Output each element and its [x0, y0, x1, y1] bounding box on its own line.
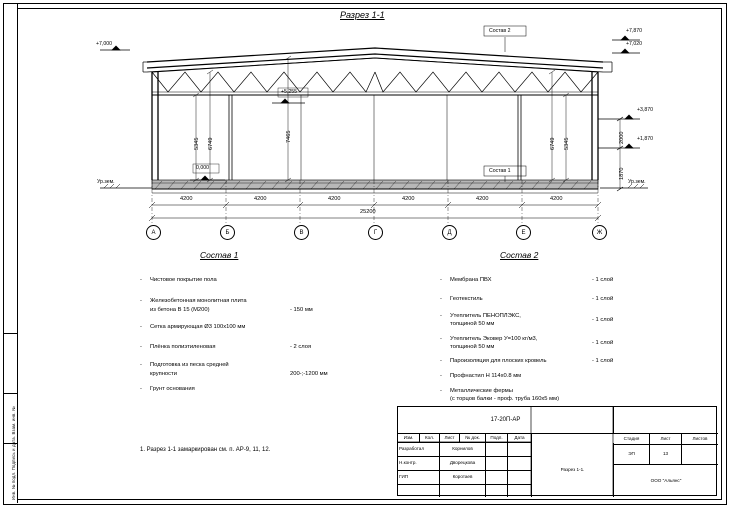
ground-level-left: Ур.зем. — [97, 179, 115, 185]
tb-drawing-name: Разрез 1-1. — [532, 443, 614, 497]
spec-right-bullet-4: - — [440, 336, 442, 342]
spec-right-qty-1: - 1 слой — [592, 277, 614, 283]
callout-sostav-2: Состав 2 — [489, 28, 511, 34]
vdim-6749-left: 6749 — [208, 137, 214, 150]
spec-left-row-3: Сетка армирующая Ø3 100х100 мм — [150, 324, 246, 330]
axis-bubble-g: Г — [368, 225, 383, 240]
spec-right-row-3: Утеплитель ПЕНОПЛЭКС, — [450, 313, 521, 319]
spec-left-row-5b: крупности — [150, 371, 177, 377]
spec-right-row-4: Утеплитель Эковер У=100 кг/м3, — [450, 336, 538, 342]
tb-h-list: Лист — [440, 434, 460, 443]
tb-role-3: ГИП — [398, 471, 440, 485]
spec-left-bullet-6: - — [140, 386, 142, 392]
vdim-5345-right: 5345 — [564, 137, 570, 150]
drawing-title: Разрез 1-1 — [340, 10, 385, 20]
tb-h-podp: Подп. — [486, 434, 508, 443]
spec-left-title: Состав 1 — [200, 250, 239, 260]
spec-left-qty-5: 200-;-1200 мм — [290, 371, 328, 377]
spec-right-qty-3: - 1 слой — [592, 317, 614, 323]
tb-h-sheets: Листов — [682, 434, 718, 445]
level-mark-7000: +7,000 — [96, 41, 113, 47]
hdim-3: 4200 — [328, 196, 341, 202]
spec-right-bullet-1: - — [440, 277, 442, 283]
spec-left-bullet-2: - — [140, 298, 142, 304]
tb-sign-2 — [486, 457, 508, 471]
tb-v-stage: ЭП — [614, 445, 650, 465]
spec-left-bullet-3: - — [140, 324, 142, 330]
tb-v-sheet: 13 — [650, 445, 682, 465]
spec-left-row-2: Железобетонная монолитная плита — [150, 298, 247, 304]
spec-left-bullet-1: - — [140, 277, 142, 283]
spec-left-row-6: Грунт основания — [150, 386, 195, 392]
spec-right-row-4b: толщиной 50 мм — [450, 344, 495, 350]
tb-name-3: Коротаев — [440, 471, 486, 485]
spec-left-qty-2: - 150 мм — [290, 307, 313, 313]
spec-right-row-3b: толщиной 50 мм — [450, 321, 495, 327]
axis-bubble-a: А — [146, 225, 161, 240]
tb-date-1 — [508, 443, 532, 457]
tb-h-stage: Стадия — [614, 434, 650, 445]
spec-left-bullet-5: - — [140, 362, 142, 368]
tb-role-4 — [398, 485, 440, 497]
vdim-7465: 7465 — [286, 130, 292, 143]
tb-name-1: Корнилов — [440, 443, 486, 457]
axis-bubble-zh: Ж — [592, 225, 607, 240]
spec-left-row-1: Чистовое покрытие пола — [150, 277, 217, 283]
tb-name-2: Дворецкова — [440, 457, 486, 471]
spec-right-qty-4: - 1 слой — [592, 340, 614, 346]
tb-h-kol: Кол. — [420, 434, 440, 443]
spec-right-bullet-6: - — [440, 373, 442, 379]
tb-date-3 — [508, 471, 532, 485]
tb-h-ndok: № док. — [460, 434, 486, 443]
spec-right-row-2: Геотекстиль — [450, 296, 483, 302]
tb-sign-4 — [486, 485, 508, 497]
tb-name-4 — [440, 485, 486, 497]
title-block — [397, 406, 717, 496]
level-mark-7870: +7,870 — [626, 28, 643, 34]
titleblock-code-right-cell — [614, 407, 718, 434]
spec-right-qty-2: - 1 слой — [592, 296, 614, 302]
vdim-6749-right: 6749 — [550, 137, 556, 150]
level-mark-0000: 0,000 — [196, 165, 209, 171]
axis-bubble-d: Д — [442, 225, 457, 240]
vdim-5345-left: 5345 — [194, 137, 200, 150]
axis-bubble-b: Б — [220, 225, 235, 240]
level-mark-3870: +3,870 — [637, 107, 654, 113]
spec-right-qty-5: - 1 слой — [592, 358, 614, 364]
spec-right-title: Состав 2 — [500, 250, 539, 260]
spec-right-row-6: Профнастил Н 114х0.8 мм — [450, 373, 522, 379]
titleblock-code-cell — [398, 407, 614, 434]
spec-right-row-1: Мембрана ПВХ — [450, 277, 492, 283]
tb-company: ООО "Альянс" — [650, 477, 682, 483]
spec-left-bullet-4: - — [140, 344, 142, 350]
spec-right-row-7b: (с торцов балки - проф. труба 160х5 мм) — [450, 396, 560, 402]
tb-h-data: Дата — [508, 434, 532, 443]
spec-left-qty-4: - 2 слоя — [290, 344, 312, 350]
tb-v-sheets — [682, 445, 718, 465]
spec-right-row-7: Металлические фермы — [450, 388, 513, 394]
spec-left-row-4: Плёнка полиэтиленовая — [150, 344, 216, 350]
axis-bubble-v: В — [294, 225, 309, 240]
spec-right-bullet-5: - — [440, 358, 442, 364]
hdim-2: 4200 — [254, 196, 267, 202]
spec-right-bullet-7: - — [440, 388, 442, 394]
hdim-total: 25200 — [360, 209, 376, 215]
tb-role-2: Н.контр. — [398, 457, 440, 471]
level-mark-7020: +7,020 — [626, 41, 643, 47]
vdim-2000: 2000 — [619, 131, 625, 144]
level-mark-5255: +5,255 — [281, 89, 298, 95]
tb-role-1: Разработал — [398, 443, 440, 457]
hdim-4: 4200 — [402, 196, 415, 202]
tb-date-2 — [508, 457, 532, 471]
tb-h-izm: Изм. — [398, 434, 420, 443]
tb-date-4 — [508, 485, 532, 497]
hdim-5: 4200 — [476, 196, 489, 202]
tb-sign-1 — [486, 443, 508, 457]
hdim-1: 4200 — [180, 196, 193, 202]
spec-right-row-5: Пароизоляция для плоских кровель — [450, 358, 547, 364]
spec-right-bullet-2: - — [440, 296, 442, 302]
ground-level-right: Ур.зем. — [628, 179, 646, 185]
general-note: 1. Разрез 1-1 замаркирован см. п. АР-9, 11, 12. — [140, 447, 271, 453]
axis-bubble-e: Е — [516, 225, 531, 240]
titleblock-code: 17-20П-АР — [490, 416, 521, 423]
tb-sign-3 — [486, 471, 508, 485]
callout-sostav-1: Состав 1 — [489, 168, 511, 174]
left-margin-text: Инв. № подл. Подпись и дата. Взам. инв. № — [11, 406, 16, 500]
level-mark-1870: +1,870 — [637, 136, 654, 142]
spec-right-bullet-3: - — [440, 313, 442, 319]
spec-left-row-2b: из бетона В 15 (М200) — [150, 307, 210, 313]
tb-h-sheet: Лист — [650, 434, 682, 445]
vdim-1870: 1870 — [619, 167, 625, 180]
spec-left-row-5: Подготовка из песка средней — [150, 362, 229, 368]
hdim-6: 4200 — [550, 196, 563, 202]
